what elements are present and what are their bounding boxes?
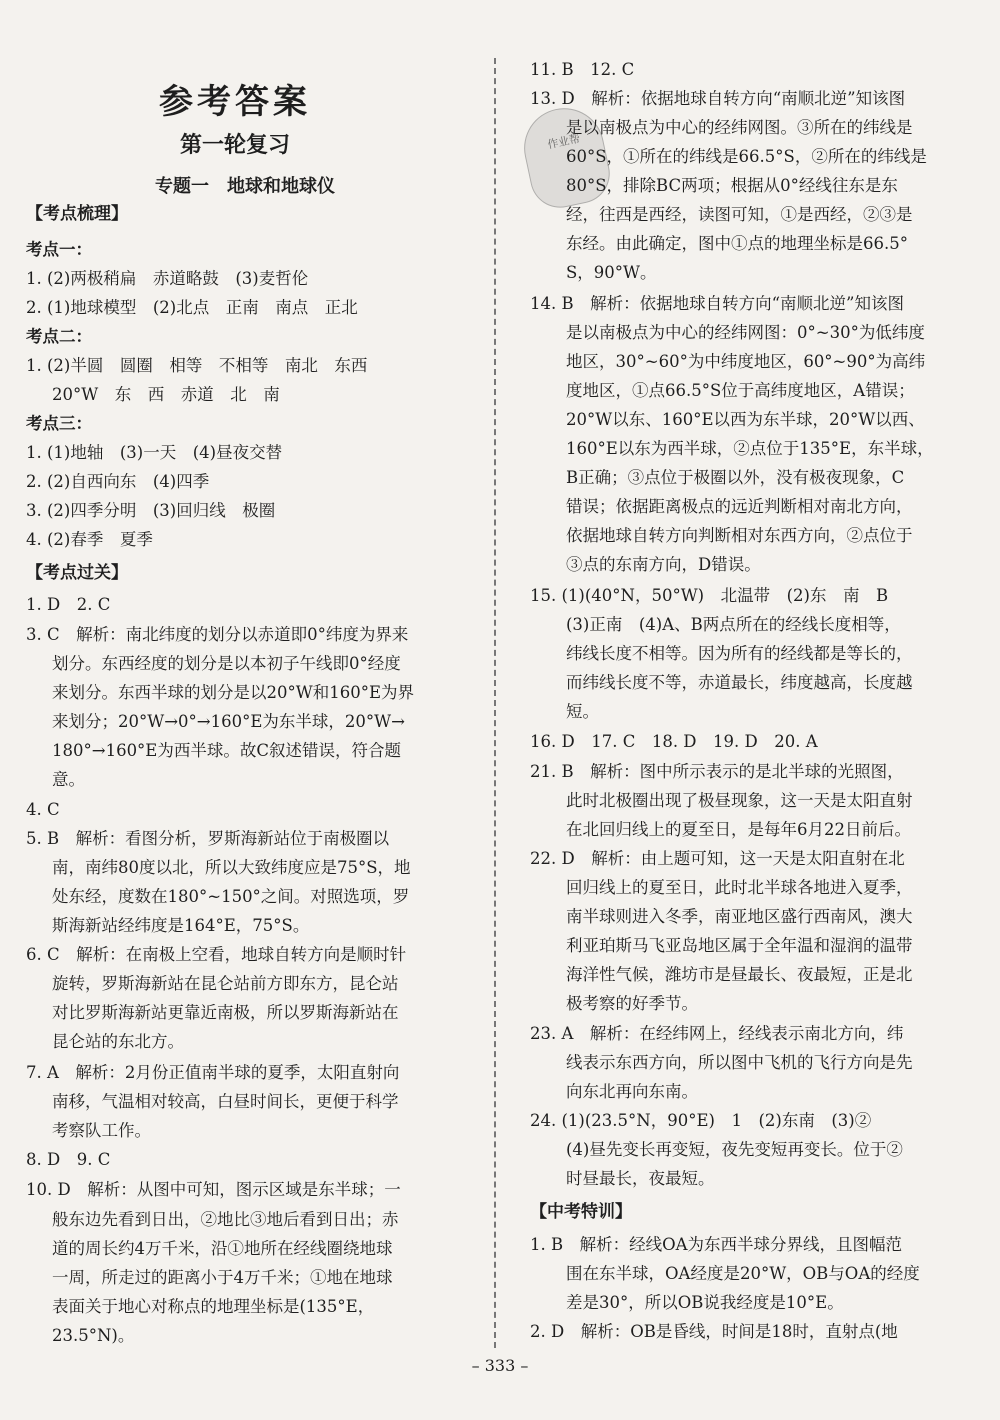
answer-line: B正确；③点位于极圈以外，没有极夜现象，C — [566, 468, 905, 487]
answer-line: 表面关于地心对称点的地理坐标是(135°E， — [52, 1297, 375, 1316]
answer-line: 对比罗斯海新站更靠近南极，所以罗斯海新站在 — [52, 1003, 399, 1022]
column-divider — [494, 58, 496, 1348]
answer-line: 旋转，罗斯海新站在昆仑站前方即东方，昆仑站 — [52, 974, 399, 993]
answer-line: 一周，所走过的距离小于4万千米；①地在地球 — [52, 1268, 393, 1287]
answer-line: 4. (2)春季 夏季 — [26, 530, 153, 549]
section-heading: 【考点梳理】 — [26, 204, 128, 224]
answer-line: 是以南极点为中心的经纬网图。③所在的纬线是 — [566, 118, 913, 137]
answer-line: 13. D 解析：依据地球自转方向“南顺北逆”知该图 — [530, 89, 906, 108]
answer-line: 10. D 解析：从图中可知，图示区域是东半球；一 — [26, 1180, 401, 1199]
answer-line: 21. B 解析：图中所示表示的是北半球的光照图， — [530, 762, 904, 781]
answer-line: 在北回归线上的夏至日，是每年6月22日前后。 — [566, 820, 911, 839]
answer-line: 23.5°N)。 — [52, 1326, 135, 1345]
answer-line: 而纬线长度不等，赤道最长，纬度越高，长度越 — [566, 673, 913, 692]
answer-line: 160°E以东为西半球，②点位于135°E，东半球， — [566, 439, 934, 458]
answer-line: 1. (2)两极稍扁 赤道略鼓 (3)麦哲伦 — [26, 269, 309, 288]
answer-line: 度地区，①点66.5°S位于高纬度地区，A错误； — [566, 381, 915, 400]
answer-line: 4. C — [26, 800, 60, 819]
subsection-heading: 考点二： — [26, 327, 92, 346]
answer-line: 南半球则进入冬季，南亚地区盛行西南风，澳大 — [566, 907, 913, 926]
answer-line: 15. (1)(40°N，50°W) 北温带 (2)东 南 B — [530, 586, 889, 605]
answer-line: (4)昼先变长再变短，夜先变短再变长。位于② — [566, 1140, 903, 1159]
answer-line: 回归线上的夏至日，此时北半球各地进入夏季， — [566, 878, 913, 897]
answer-line: 3. C 解析：南北纬度的划分以赤道即0°纬度为界来 — [26, 625, 409, 644]
answer-line: 线表示东西方向，所以图中飞机的飞行方向是先 — [566, 1053, 913, 1072]
answer-line: S，90°W。 — [566, 263, 657, 282]
answer-line: 海洋性气候，潍坊市是昼最长、夜最短，正是北 — [566, 965, 913, 984]
answer-line: 20°W以东、160°E以西为东半球，20°W以西、 — [566, 410, 925, 429]
answer-line: 3. (2)四季分明 (3)回归线 极圈 — [26, 501, 276, 520]
answer-line: 1. D 2. C — [26, 595, 111, 614]
subsection-heading: 考点一： — [26, 240, 92, 259]
answer-line: 16. D 17. C 18. D 19. D 20. A — [530, 732, 818, 751]
answer-line: 22. D 解析：由上题可知，这一天是太阳直射在北 — [530, 849, 905, 868]
answer-line: 南，南纬80度以北，所以大致纬度应是75°S，地 — [52, 858, 411, 877]
section-heading: 【中考特训】 — [530, 1202, 632, 1222]
answer-line: 经，往西是西经，读图可知，①是西经，②③是 — [566, 205, 913, 224]
answer-line: 是以南极点为中心的经纬网图：0°~30°为低纬度 — [566, 323, 925, 342]
answer-line: 极考察的好季节。 — [566, 994, 698, 1013]
answer-line: 划分。东西经度的划分是以本初子午线即0°经度 — [52, 654, 401, 673]
answer-line: 24. (1)(23.5°N，90°E) 1 (2)东南 (3)② — [530, 1111, 872, 1130]
page-title: 参考答案 — [159, 82, 311, 122]
answer-line: 东经。由此确定，图中①点的地理坐标是66.5° — [566, 234, 908, 253]
answer-line: ③点的东南方向，D错误。 — [566, 555, 761, 574]
answer-line: 纬线长度不相等。因为所有的经线都是等长的， — [566, 644, 913, 663]
answer-line: 差是30°，所以OB说我经度是10°E。 — [566, 1293, 844, 1312]
answer-line: 向东北再向东南。 — [566, 1082, 698, 1101]
page-number: – 333 – — [471, 1356, 529, 1375]
answer-line: 错误；依据距离极点的远近判断相对南北方向， — [566, 497, 913, 516]
answer-line: 60°S，①所在的纬线是66.5°S，②所在的纬线是 — [566, 147, 927, 166]
answer-line: 来划分。东西半球的划分是以20°W和160°E为界 — [52, 683, 414, 702]
answer-line: 时昼最长，夜最短。 — [566, 1169, 715, 1188]
answer-line: 14. B 解析：依据地球自转方向“南顺北逆”知该图 — [530, 294, 904, 313]
watermark-stamp-text: 作业帮 — [546, 131, 582, 152]
answer-line: 6. C 解析：在南极上空看，地球自转方向是顺时针 — [26, 945, 407, 964]
answer-line: 1. (1)地轴 (3)一天 (4)昼夜交替 — [26, 443, 283, 462]
answer-line: 1. B 解析：经线OA为东西半球分界线，且图幅范 — [530, 1235, 903, 1254]
answer-line: 利亚珀斯马飞亚岛地区属于全年温和湿润的温带 — [566, 936, 913, 955]
answer-line: 围在东半球，OA经度是20°W，OB与OA的经度 — [566, 1264, 920, 1283]
answer-line: 短。 — [566, 702, 599, 721]
answer-line: 道的周长约4万千米，沿①地所在经线圈绕地球 — [52, 1239, 393, 1258]
answer-line: 7. A 解析：2月份正值南半球的夏季，太阳直射向 — [26, 1063, 400, 1082]
answer-line: 23. A 解析：在经纬网上，经线表示南北方向，纬 — [530, 1024, 904, 1043]
answer-line: 2. (2)自西向东 (4)四季 — [26, 472, 210, 491]
answer-line: 11. B 12. C — [530, 60, 635, 79]
topic-heading: 专题一 地球和地球仪 — [155, 176, 335, 197]
answer-line: 20°W 东 西 赤道 北 南 — [52, 385, 280, 404]
answer-line: 2. (1)地球模型 (2)北点 正南 南点 正北 — [26, 298, 358, 317]
answer-line: 8. D 9. C — [26, 1150, 111, 1169]
answer-line: 来划分；20°W→0°→160°E为东半球，20°W→ — [52, 712, 405, 731]
answer-line: 考察队工作。 — [52, 1121, 151, 1140]
answer-line: 80°S，排除BC两项；根据从0°经线往东是东 — [566, 176, 898, 195]
answer-line: 5. B 解析：看图分析，罗斯海新站位于南极圈以 — [26, 829, 390, 848]
section-heading: 【考点过关】 — [26, 563, 128, 583]
page-subtitle: 第一轮复习 — [179, 132, 290, 158]
answer-line: 南移，气温相对较高，白昼时间长，更便于科学 — [52, 1092, 399, 1111]
answer-line: 地区，30°~60°为中纬度地区，60°~90°为高纬 — [566, 352, 926, 371]
answer-line: 此时北极圈出现了极昼现象，这一天是太阳直射 — [566, 791, 913, 810]
answer-line: 昆仑站的东北方。 — [52, 1032, 184, 1051]
answer-line: 斯海新站经纬度是164°E，75°S。 — [52, 916, 310, 935]
subsection-heading: 考点三： — [26, 414, 92, 433]
answer-line: (3)正南 (4)A、B两点所在的经线长度相等， — [566, 615, 901, 634]
answer-line: 2. D 解析：OB是昏线，时间是18时，直射点(地 — [530, 1322, 898, 1341]
answer-line: 180°→160°E为西半球。故C叙述错误，符合题 — [52, 741, 401, 760]
answer-line: 意。 — [52, 770, 85, 789]
answer-line: 1. (2)半圆 圆圈 相等 不相等 南北 东西 — [26, 356, 368, 375]
answer-line: 处东经，度数在180°~150°之间。对照选项，罗 — [52, 887, 410, 906]
answer-line: 般东边先看到日出，②地比③地后看到日出；赤 — [52, 1210, 399, 1229]
answer-line: 依据地球自转方向判断相对东西方向，②点位于 — [566, 526, 913, 545]
